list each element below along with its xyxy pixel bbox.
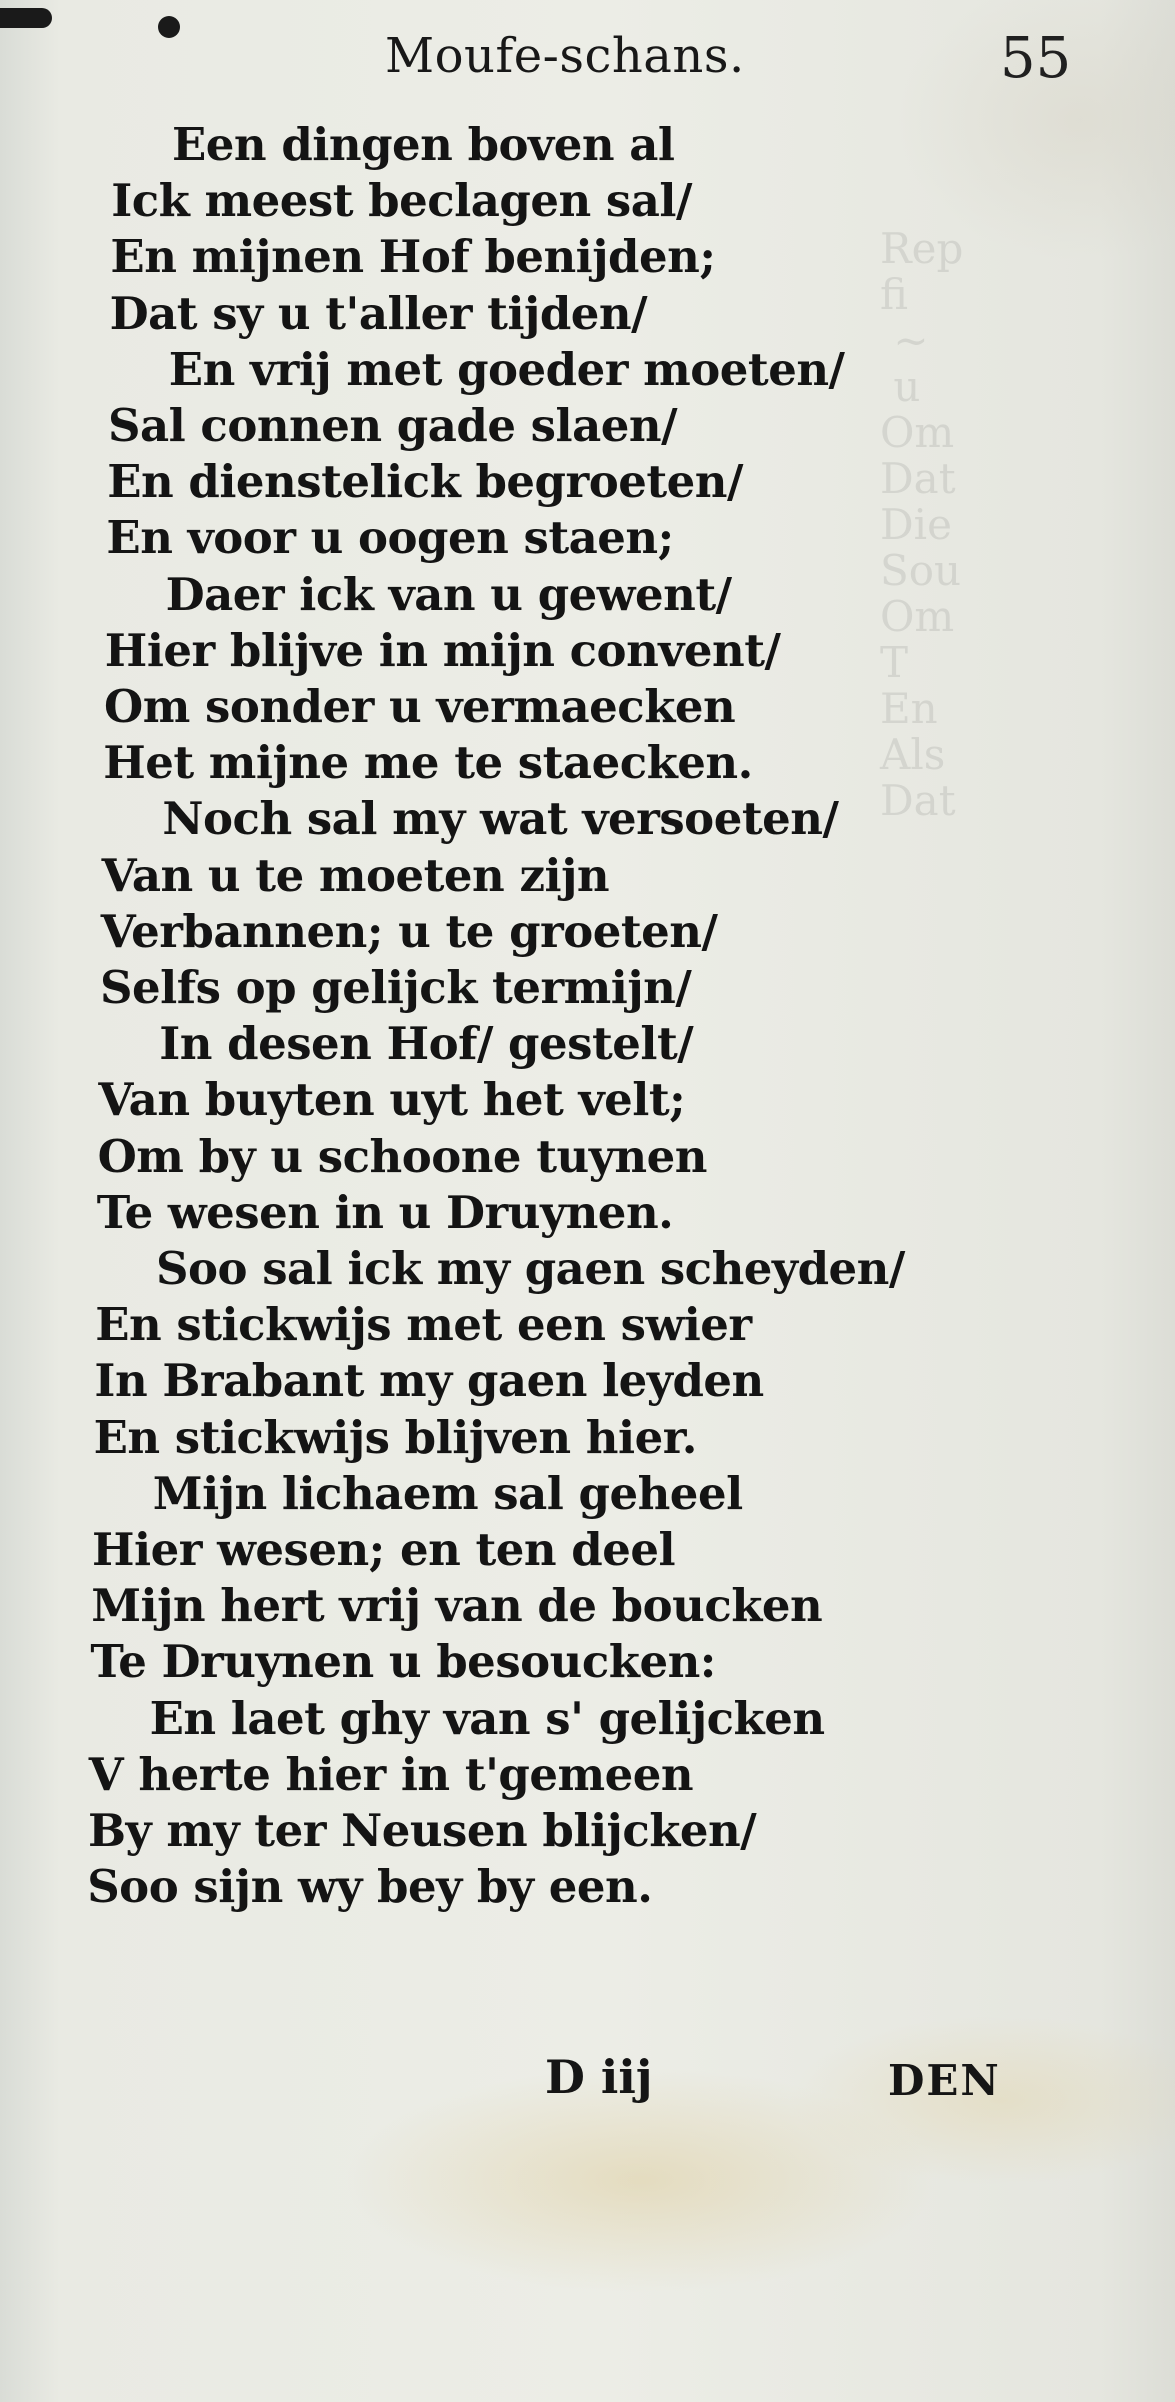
poem-line: En stickwijs met een swier — [95, 1298, 752, 1352]
poem-line: V herte hier in t'gemeen — [88, 1747, 694, 1801]
poem-line: Mijn lichaem sal geheel — [152, 1466, 743, 1520]
poem-line: Selfs op gelijck termijn/ — [100, 961, 692, 1014]
poem-line: Ick meest beclagen sal/ — [111, 174, 692, 228]
poem-line: Een dingen boven al — [172, 118, 675, 171]
signature-mark: D iij — [545, 2050, 653, 2104]
poem-line: Te Druynen u besoucken: — [90, 1635, 716, 1689]
page-number: 55 — [1000, 26, 1072, 91]
catchword: DEN — [888, 2056, 1001, 2105]
poem-line: In Brabant my gaen leyden — [94, 1354, 764, 1408]
poem-line: Te wesen in u Druynen. — [96, 1185, 674, 1239]
poem-line: En voor u oogen staen; — [106, 511, 674, 565]
poem-line: Soo sal ick my gaen scheyden/ — [156, 1242, 905, 1295]
poem-line: Daer ick van u gewent/ — [165, 567, 732, 621]
poem-line: En mijnen Hof benijden; — [110, 230, 716, 284]
poem-line: By my ter Neusen blijcken/ — [88, 1804, 757, 1857]
poem-line: Van u te moeten zijn — [101, 848, 610, 902]
poem-line: Van buyten uyt het velt; — [98, 1073, 686, 1127]
poem-line: En stickwijs blijven hier. — [93, 1410, 697, 1464]
poem-line: In desen Hof/ gestelt/ — [159, 1017, 694, 1071]
poem-line: En laet ghy van s' gelijcken — [149, 1691, 825, 1745]
ink-blot-corner — [0, 8, 52, 28]
poem-line: Verbannen; u te groeten/ — [100, 904, 718, 958]
show-through-text: Rep fi ~ u Om Dat Die Sou Om T En Als Dat — [880, 224, 964, 825]
poem-line: Om sonder u vermaecken — [104, 680, 736, 733]
poem-line: Hier blijve in mijn convent/ — [104, 623, 781, 677]
poem-line: Soo sijn wy bey by een. — [87, 1860, 653, 1914]
poem-line: Om by u schoone tuynen — [97, 1129, 707, 1183]
poem-line: Hier wesen; en ten deel — [92, 1523, 676, 1576]
poem-line: Sal connen gade slaen/ — [108, 399, 678, 452]
poem-line: Mijn hert vrij van de boucken — [91, 1579, 823, 1633]
poem-line: Noch sal my wat versoeten/ — [162, 792, 839, 846]
poem-line: En vrij met goeder moeten/ — [168, 342, 845, 396]
poem-line: En dienstelick begroeten/ — [107, 455, 743, 509]
running-title: Moufe-schans. — [385, 28, 745, 84]
poem-line: Dat sy u t'aller tijden/ — [109, 286, 648, 340]
ink-dot — [158, 16, 180, 38]
poem-line: Het mijne me te staecken. — [103, 736, 753, 790]
